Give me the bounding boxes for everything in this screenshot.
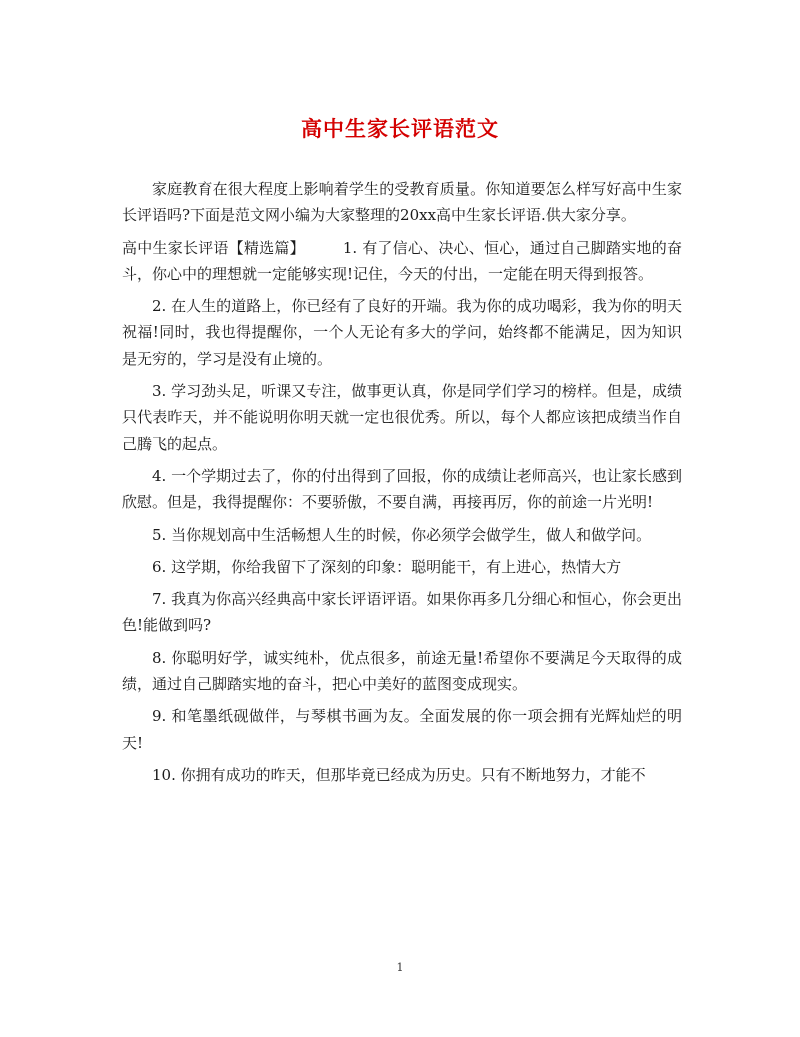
list-item: 4. 一个学期过去了，你的付出得到了回报，你的成绩让老师高兴，也让家长感到欣慰。但是，我得提醒你：不要骄傲，不要自满，再接再厉，你的前途一片光明! (122, 466, 682, 512)
list-item: 2. 在人生的道路上，你已经有了良好的开端。我为你的成功喝彩，我为你的明天祝福!同时，我也得提醒你，一个人无论有多大的学问，始终都不能满足，因为知识是无穷的，学习是没有止境的。 (122, 297, 682, 368)
list-item: 3. 学习劲头足，听课又专注，做事更认真，你是同学们学习的榜样。但是，成绩只代表昨天，并不能说明你明天就一定也很优秀。所以，每个人都应该把成绩当作自己腾飞的起点。 (122, 382, 682, 453)
document-title: 高中生家长评语范文 (301, 116, 499, 141)
list-item: 1. 有了信心、决心、恒心，通过自己脚踏实地的奋斗，你心中的理想就一定能够实现!记住，今天的付出，一定能在明天得到报答。 (122, 238, 682, 283)
list-item: 7. 我真为你高兴经典高中家长评语评语。如果你再多几分细心和恒心，你会更出色!能做到吗? (122, 590, 682, 635)
page-number: 1 (396, 961, 404, 974)
list-item: 10. 你拥有成功的昨天，但那毕竟已经成为历史。只有不断地努力，才能不 (152, 765, 646, 784)
list-item: 9. 和笔墨纸砚做伴，与琴棋书画为友。全面发展的你一项会拥有光辉灿烂的明天! (122, 707, 682, 752)
section-paragraph (122, 235, 682, 288)
section-heading: 高中生家长评语【精选篇】 (122, 238, 305, 257)
list-item: 6. 这学期，你给我留下了深刻的印象：聪明能干，有上进心，热情大方 (152, 557, 622, 576)
intro-paragraph: 家庭教育在很大程度上影响着学生的受教育质量。你知道要怎么样写好高中生家长评语吗?下面是范文网小编为大家整理的20xx高中生家长评语.供大家分享。 (122, 180, 682, 225)
document-body (122, 176, 682, 794)
list-item: 8. 你聪明好学，诚实纯朴，优点很多，前途无量!希望你不要满足今天取得的成绩，通过自己脚踏实地的奋斗，把心中美好的蓝图变成现实。 (122, 648, 682, 694)
list-item: 5. 当你规划高中生活畅想人生的时候，你必须学会做学生，做人和做学问。 (152, 525, 652, 544)
